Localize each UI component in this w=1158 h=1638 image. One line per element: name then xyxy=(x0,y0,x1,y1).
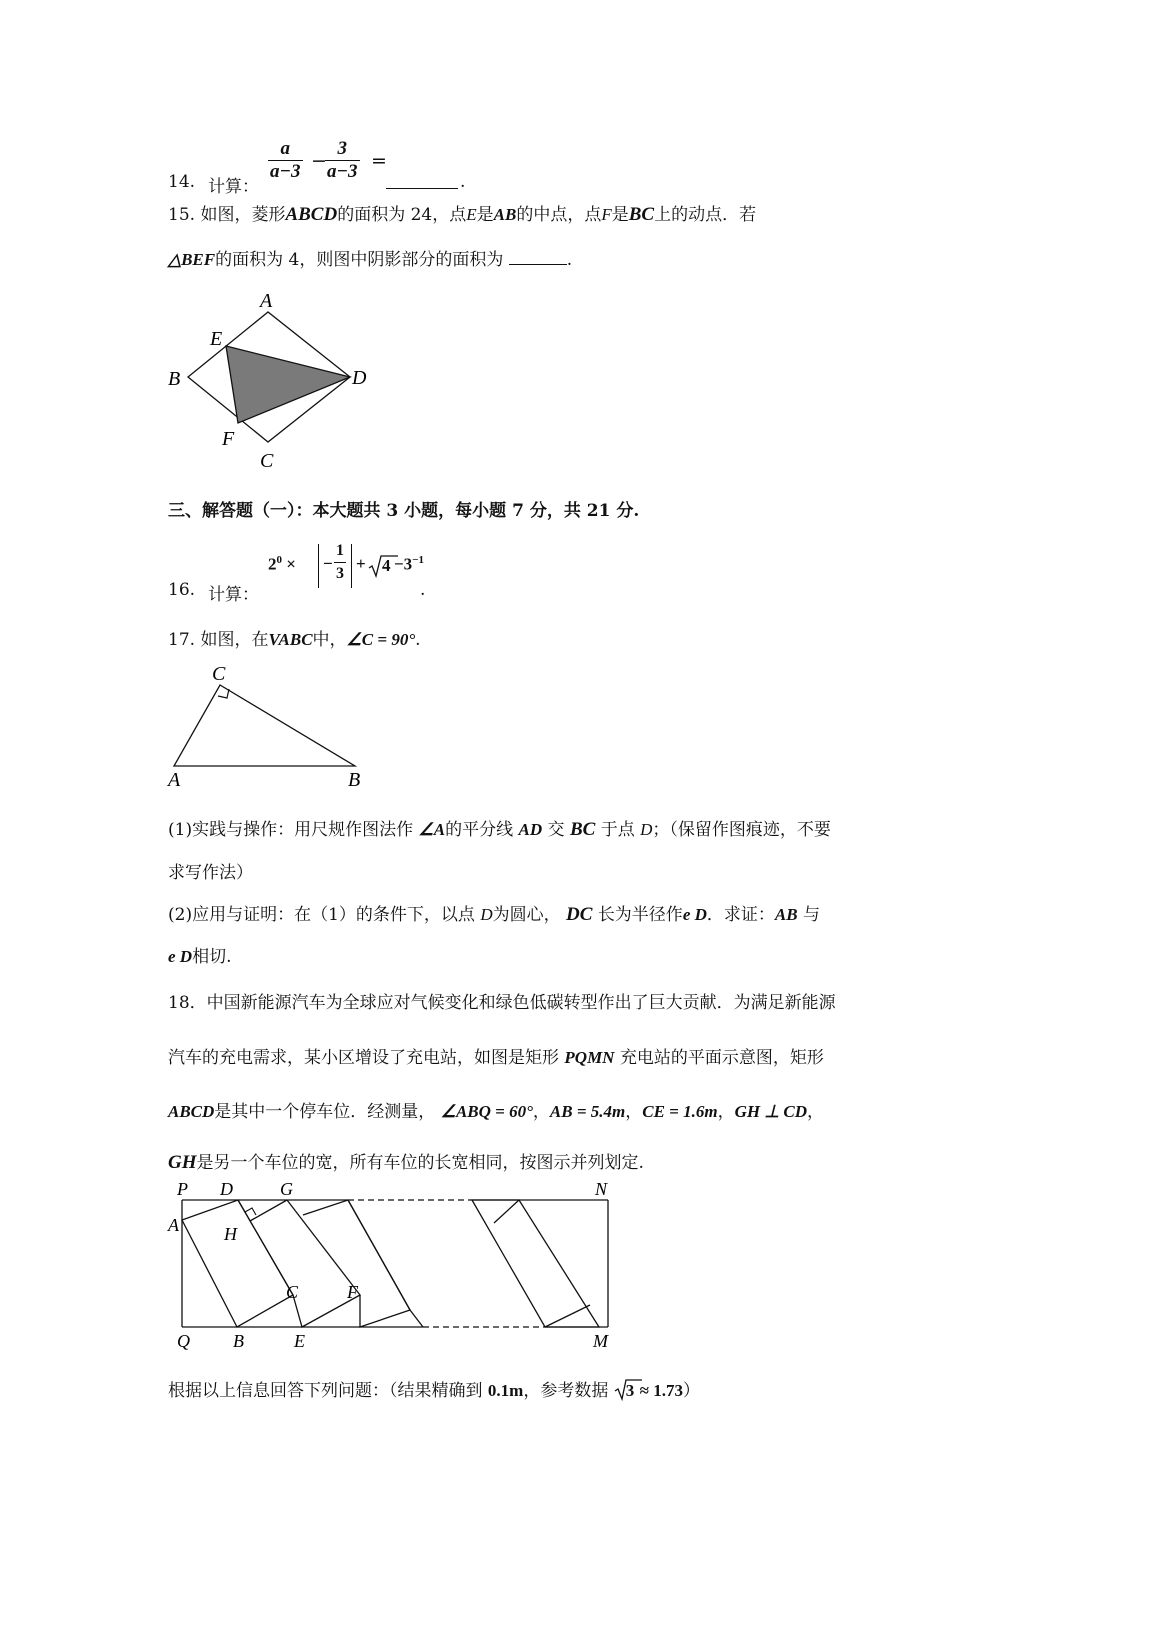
q17-part-1-line-2: 求写作法） xyxy=(168,863,253,883)
last-space-inner-bottom xyxy=(545,1305,590,1327)
q14-fraction-1: $\frac{a}{a-3}$ xyxy=(270,138,301,182)
sqrt-sign xyxy=(614,1378,642,1402)
q16-abs-left xyxy=(318,544,319,588)
parking-space-2 xyxy=(238,1200,360,1327)
q18-sqrt3: 3 xyxy=(614,1381,635,1401)
label-D: D xyxy=(220,1179,233,1199)
label-E: E xyxy=(210,328,223,350)
q17-part-1: (1)实践与操作：用尺规作图法作 ∠A的平分线 AD 交 BC 于点 D；（保留作图痕迹，不要 xyxy=(168,819,831,840)
label-A: A xyxy=(168,1215,179,1235)
q17-right-triangle-figure xyxy=(160,660,380,795)
q17-line-1: 17. 如图，在VABC中，∠C = 90°. xyxy=(168,630,421,650)
space-4-edge xyxy=(410,1310,423,1327)
label-E: E xyxy=(294,1331,305,1350)
label-P: P xyxy=(177,1179,188,1199)
q14-answer-blank xyxy=(386,174,458,189)
label-N: N xyxy=(595,1179,608,1199)
q17-part-2: (2)应用与证明：在（1）的条件下，以点 D为圆心， DC 长为半径作e D．求证：AB 与 xyxy=(168,904,820,925)
q17-triangle: VABC xyxy=(268,630,313,649)
q16-expression: $2^0$ × xyxy=(268,554,296,574)
right-angle-mark xyxy=(218,689,229,698)
label-F: F xyxy=(222,428,235,450)
label-A: A xyxy=(168,769,181,791)
q18-final-line: 根据以上信息回答下列问题：（结果精确到 0.1m，参考数据 3 ≈ 1.73） xyxy=(168,1376,700,1401)
q15-abcd: ABCD xyxy=(285,204,338,225)
q14-tail: . xyxy=(460,172,466,192)
q14-equals: = xyxy=(371,150,387,172)
label-B: B xyxy=(348,769,361,791)
label-D: D xyxy=(352,367,367,389)
q14-fraction-2: $\frac{3}{a-3}$ xyxy=(327,138,358,182)
q15-answer-blank xyxy=(509,250,567,265)
q18-line-1: 18．中国新能源汽车为全球应对气候变化和绿色低碳转型作出了巨大贡献．为满足新能源 xyxy=(168,993,836,1013)
label-C: C xyxy=(286,1282,299,1302)
q14-label: 计算： xyxy=(208,177,259,197)
parking-space-3 xyxy=(303,1200,410,1327)
q14-number: 14. xyxy=(168,172,196,192)
gh-segment xyxy=(250,1200,287,1221)
q18-line-4: GH是另一个车位的宽，所有车位的长宽相同，按图示并列划定. xyxy=(168,1152,644,1173)
shaded-triangle-edf xyxy=(226,346,350,423)
q15-line-1: 15. 如图，菱形ABCD的面积为 24，点E是AB的中点，点F是BC上的动点．若 xyxy=(168,204,757,225)
triangle-abc xyxy=(174,685,355,766)
q18-charging-station-figure xyxy=(165,1175,625,1350)
label-B: B xyxy=(168,368,181,390)
q16: 16. 计算： $2^0$ × − $\frac{1}{3}$ + 4 $-3^{-1}$ . xyxy=(168,542,426,605)
parking-space-abcd xyxy=(182,1200,293,1327)
q17-angle: ∠C = 90° xyxy=(346,630,416,649)
label-F: F xyxy=(347,1282,358,1302)
label-A: A xyxy=(260,290,273,312)
last-space-inner-top xyxy=(494,1200,519,1223)
q16-fraction: $\frac{1}{3}$ xyxy=(334,540,346,585)
q15-rhombus-figure xyxy=(160,285,380,475)
parking-space-last xyxy=(472,1200,599,1327)
label-G: G xyxy=(280,1179,293,1199)
q15-triangle-bef: △BEF xyxy=(168,250,216,269)
label-B: B xyxy=(233,1331,244,1350)
q16-abs-right xyxy=(351,544,352,588)
q15-line-2: △BEF的面积为 4，则图中阴影部分的面积为 . xyxy=(168,250,573,270)
label-C: C xyxy=(260,450,274,472)
q18-line-3: ABCD是其中一个停车位．经测量， ∠ABQ = 60°，AB = 5.4m，CE = 1.6m，GH ⊥ CD， xyxy=(168,1102,825,1122)
section-3-heading: 三、解答题（一）：本大题共 3 小题，每小题 7 分，共 21 分. xyxy=(168,501,640,521)
q17-part-2-line-2: e D相切. xyxy=(168,947,232,967)
label-M: M xyxy=(593,1331,608,1350)
q18-line-2: 汽车的充电需求，某小区增设了充电站，如图是矩形 PQMN 充电站的平面示意图，矩形 xyxy=(168,1048,824,1068)
label-Q: Q xyxy=(177,1331,190,1350)
label-C: C xyxy=(212,663,226,685)
q14-minus: − xyxy=(311,150,327,172)
label-H: H xyxy=(224,1224,237,1244)
